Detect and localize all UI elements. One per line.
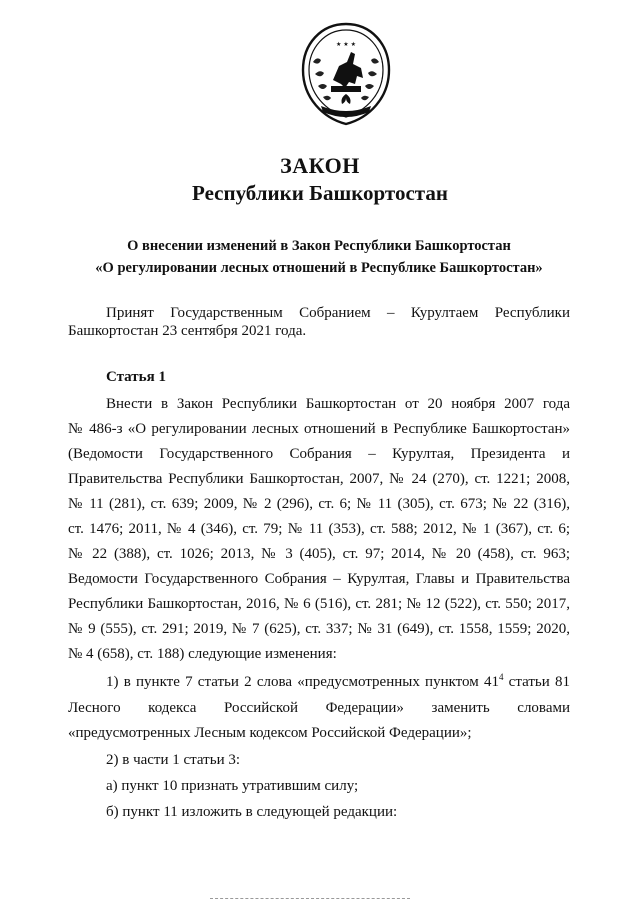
item-2b: б) пункт 11 изложить в следующей редакции: xyxy=(106,804,398,820)
svg-text:★ ★ ★: ★ ★ ★ xyxy=(336,41,356,48)
item-2: 2) в части 1 статьи 3: xyxy=(106,752,241,768)
article-text-line: № 9 (555), ст. 291; 2019, № 7 (625), ст. 337; № 31 (649), ст. 1558, 1559; 2020, xyxy=(68,621,570,637)
item-1-superscript: 4 xyxy=(498,672,504,682)
law-title-line-2: «О регулировании лесных отношений в Республике Башкортостан» xyxy=(95,260,543,276)
article-text-line: № 486-з «О регулировании лесных отношений в Республике Башкортостан» xyxy=(68,421,570,437)
article-text-line-last: № 4 (658), ст. 188) следующие изменения: xyxy=(68,646,337,662)
item-2a: а) пункт 10 признать утратившим силу; xyxy=(106,778,359,794)
item-1-line-1: 1) в пункте 7 статьи 2 слова «предусмотренных пунктом $41^4$ статьи 81 xyxy=(106,672,570,690)
article-text-line: № 11 (281), ст. 639; 2009, № 2 (296), ст. 6; № 11 (305), ст. 673; № 22 (316), xyxy=(68,496,570,512)
page-title: ЗАКОН xyxy=(280,153,360,178)
scan-edge-divider xyxy=(210,898,410,900)
article-text-line: Внести в Закон Республики Башкортостан от 20 ноября 2007 года xyxy=(106,396,570,412)
article-text-line: № 22 (388), ст. 1026; 2013, № 3 (405), ст. 97; 2014, № 20 (458), ст. 963; xyxy=(68,546,570,562)
article-text-line: Правительства Республики Башкортостан, 2007, № 24 (270), ст. 1221; 2008, xyxy=(68,471,570,487)
page-subtitle: Республики Башкортостан xyxy=(192,181,448,205)
article-text-line: ст. 1476; 2011, № 4 (346), ст. 79; № 11 (353), ст. 588; 2012, № 1 (367), ст. 6; xyxy=(68,521,570,537)
article-heading: Статья 1 xyxy=(106,369,166,385)
article-text-line: (Ведомости Государственного Собрания – Курултая, Президента и xyxy=(68,446,570,462)
item-1-line-2: Лесного кодекса Российской Федерации» заменить словами xyxy=(68,700,570,716)
article-text-line: Республики Башкортостан, 2016, № 6 (516), ст. 281; № 12 (522), ст. 550; 2017, xyxy=(68,596,570,612)
law-title-line-1: О внесении изменений в Закон Республики Башкортостан xyxy=(127,238,511,254)
adoption-line-2: Башкортостан 23 сентября 2021 года. xyxy=(68,323,307,339)
adoption-line-1: Принят Государственным Собранием – Курултаем Республики xyxy=(106,305,570,321)
article-text-line: Ведомости Государственного Собрания – Курултая, Главы и Правительства xyxy=(68,571,570,587)
item-1-line-3: «предусмотренных Лесным кодексом Российской Федерации»; xyxy=(68,725,472,741)
bashkortostan-coat-of-arms-icon xyxy=(301,22,391,126)
